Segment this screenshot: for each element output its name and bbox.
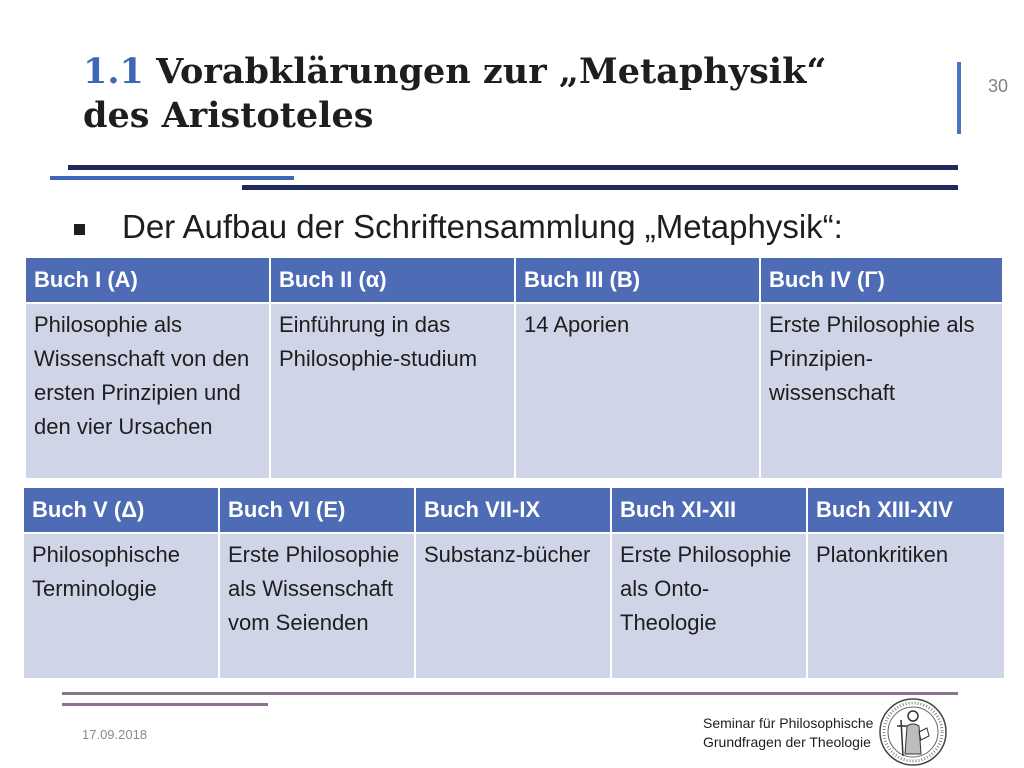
books-table-1 [24, 256, 1004, 480]
title-line-1: Vorabklärungen zur „Metaphysik“ [156, 51, 827, 92]
table-cell: Erste Philosophie als Wissenschaft vom Seienden [219, 533, 415, 679]
table-cell: Erste Philosophie als Onto-Theologie [611, 533, 807, 679]
page-number: 30 [988, 76, 1009, 96]
footer-rule-mauve-short [62, 703, 268, 706]
table-header-cell: Buch VII-IX [415, 487, 611, 533]
seal-logo-icon [877, 696, 949, 768]
table-cell: Einführung in das Philosophie-studium [270, 303, 515, 479]
table-cell: 14 Aporien [515, 303, 760, 479]
table-header-cell: Buch I (Α) [25, 257, 270, 303]
table-header-row [25, 257, 1003, 303]
table-cell: Substanz-bücher [415, 533, 611, 679]
title-rule-dark [68, 165, 958, 170]
table-header-cell: Buch III (Β) [515, 257, 760, 303]
slide-title [83, 50, 943, 138]
title-line-2: des Aristoteles [83, 95, 374, 136]
table-cell: Philosophie als Wissenschaft von den ersten Prinzipien und den vier Ursachen [25, 303, 270, 479]
institute-line-2: Grundfragen der Theologie [703, 734, 871, 750]
table-header-cell: Buch XIII-XIV [807, 487, 1005, 533]
footer-date: 17.09.2018 [82, 727, 148, 742]
table-cell: Platonkritiken [807, 533, 1005, 679]
table-header-cell: Buch V (Δ) [23, 487, 219, 533]
table-header-cell: Buch II (α) [270, 257, 515, 303]
table-header-cell: Buch XI-XII [611, 487, 807, 533]
books-table-2 [22, 486, 1006, 680]
table-row [23, 533, 1005, 679]
table-cell: Erste Philosophie als Prinzipien-wissenschaft [760, 303, 1003, 479]
bullet-item [74, 208, 843, 246]
title-rule-dark-2 [242, 185, 958, 190]
bullet-square-icon [74, 224, 85, 235]
table-row [25, 303, 1003, 479]
table-cell: Philosophische Terminologie [23, 533, 219, 679]
institute-line-1: Seminar für Philosophische [703, 715, 874, 731]
table-header-cell: Buch IV (Γ) [760, 257, 1003, 303]
table-header-row [23, 487, 1005, 533]
title-rule-blue [50, 176, 294, 180]
footer-rule-mauve [62, 692, 958, 695]
institute-name [703, 714, 873, 752]
table-header-cell: Buch VI (Ε) [219, 487, 415, 533]
title-number: 1.1 [83, 51, 144, 92]
title-accent-bar [957, 62, 961, 134]
bullet-text: Der Aufbau der Schriftensammlung „Metaphysik“: [122, 208, 843, 245]
